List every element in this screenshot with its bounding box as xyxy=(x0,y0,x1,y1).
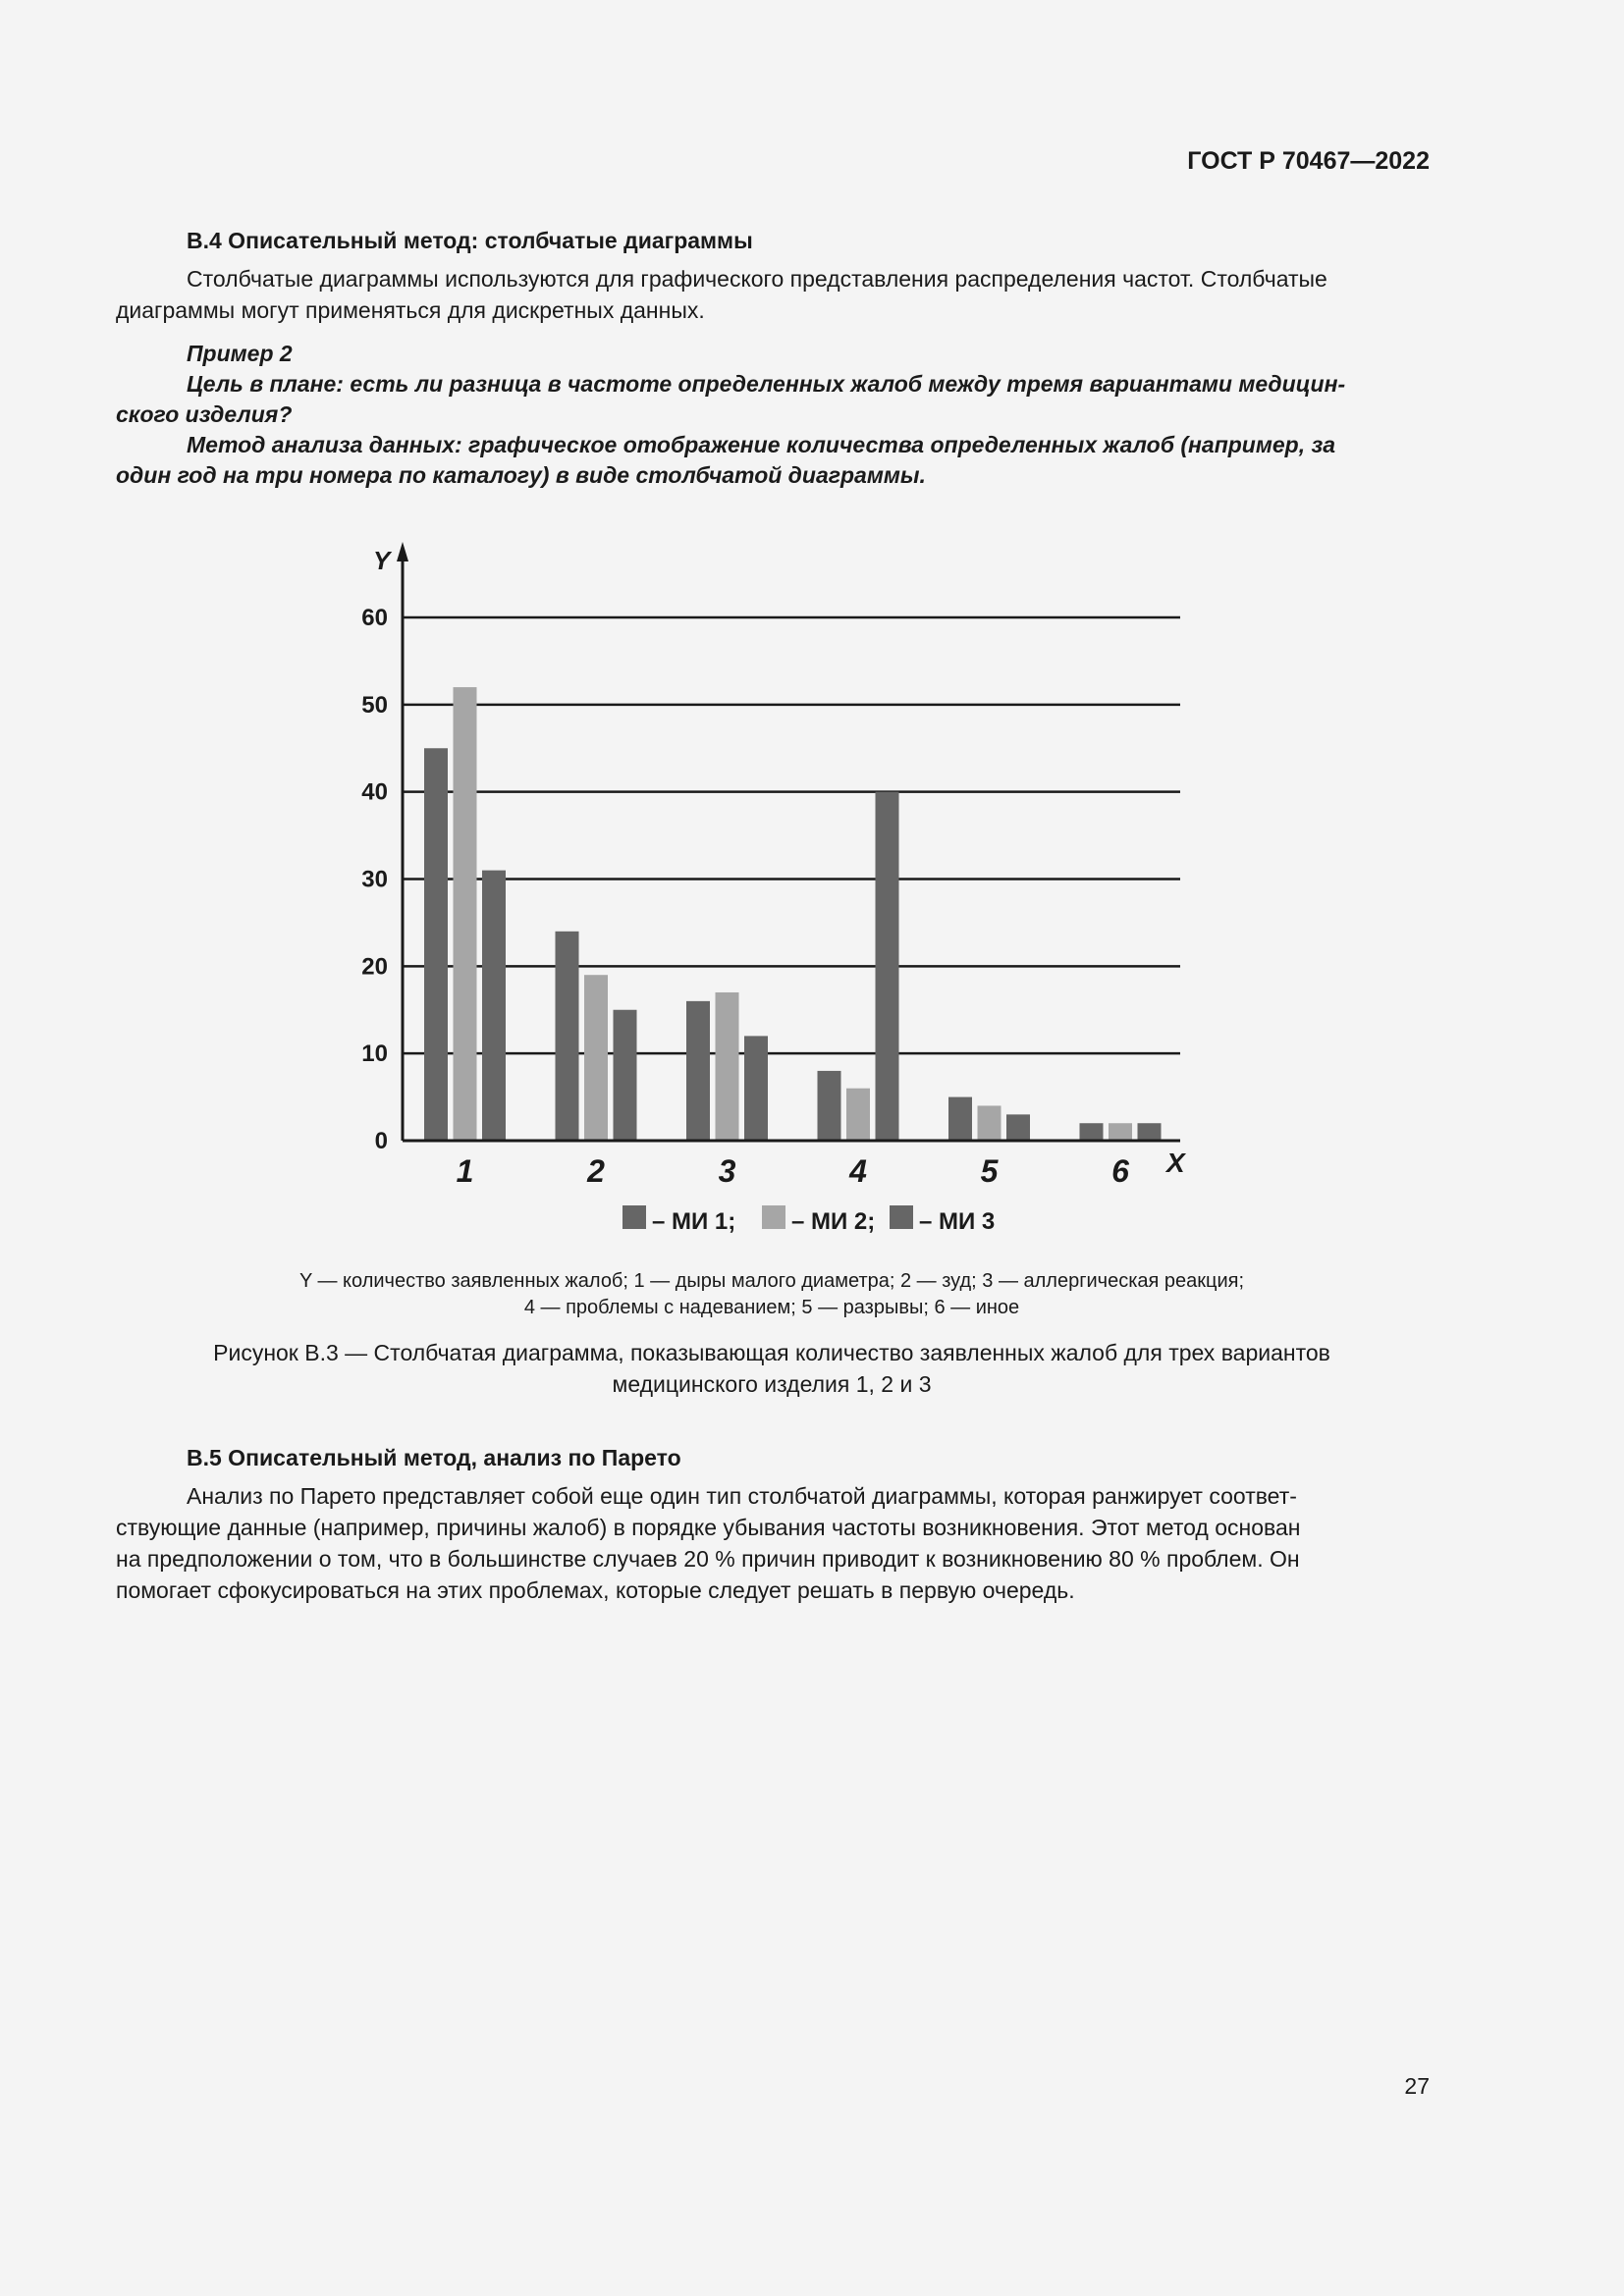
figure-legend-line: 4 — проблемы с надеванием; 5 — разрывы; 6 — иное xyxy=(523,1297,1020,1318)
example-method-line: один год на три номера по каталогу) в виде столбчатой диаграммы. xyxy=(116,462,926,488)
document-code: ГОСТ Р 70467—2022 xyxy=(1187,147,1430,175)
bar xyxy=(978,1105,1001,1141)
x-tick-label: 5 xyxy=(980,1153,999,1189)
figure-legend-note xyxy=(116,1268,1428,1321)
paragraph-line: Анализ по Парето представляет собой еще один тип столбчатой диаграммы, которая ранжирует соответ- xyxy=(187,1483,1297,1509)
section-heading-b5: В.5 Описательный метод, анализ по Парето xyxy=(187,1445,681,1470)
bar xyxy=(424,748,448,1141)
figure-caption-line: Рисунок В.3 — Столбчатая диаграмма, показывающая количество заявленных жалоб для трех вариантов xyxy=(213,1340,1330,1365)
example-goal-line: ского изделия? xyxy=(116,401,293,427)
bar xyxy=(744,1036,768,1141)
bar xyxy=(614,1010,637,1141)
legend-label: – МИ 3 xyxy=(919,1208,996,1235)
bar xyxy=(818,1071,841,1141)
page-number: 27 xyxy=(1404,2073,1430,2099)
bar xyxy=(716,992,739,1141)
example-goal-line: Цель в плане: есть ли разница в частоте определенных жалоб между тремя вариантами медицин- xyxy=(187,371,1346,397)
y-tick-label: 60 xyxy=(361,605,388,631)
bar xyxy=(584,975,608,1141)
legend-swatch xyxy=(890,1205,913,1229)
y-tick-label: 30 xyxy=(361,866,388,893)
example-title: Пример 2 xyxy=(187,341,293,366)
y-axis-label: Y xyxy=(373,546,391,575)
bar xyxy=(1138,1123,1162,1141)
x-tick-label: 6 xyxy=(1111,1153,1129,1189)
bar xyxy=(876,792,899,1141)
bar xyxy=(1080,1123,1104,1141)
bar xyxy=(686,1001,710,1141)
y-axis-arrow xyxy=(397,542,408,561)
x-tick-label: 4 xyxy=(849,1153,867,1189)
x-tick-label: 3 xyxy=(718,1153,736,1189)
legend-label: – МИ 1; xyxy=(652,1208,736,1235)
paragraph-line: диаграммы могут применяться для дискретных данных. xyxy=(116,297,705,323)
y-tick-label: 20 xyxy=(361,953,388,981)
x-tick-label: 2 xyxy=(587,1153,605,1189)
bar xyxy=(948,1097,972,1141)
figure-caption-line: медицинского изделия 1, 2 и 3 xyxy=(612,1371,932,1397)
bar xyxy=(1109,1123,1132,1141)
legend-label: – МИ 2; xyxy=(791,1208,876,1235)
example-method-line: Метод анализа данных: графическое отображение количества определенных жалоб (например, за xyxy=(187,432,1336,457)
paragraph-line: ствующие данные (например, причины жалоб) в порядке убывания частоты возникновения. Этот метод основан xyxy=(116,1515,1301,1540)
y-tick-label: 0 xyxy=(374,1128,388,1154)
bar xyxy=(556,932,579,1141)
x-tick-label: 1 xyxy=(456,1153,474,1189)
paragraph-line: на предположении о том, что в большинстве случаев 20 % причин приводит к возникновению 80 % проблем. Он xyxy=(116,1546,1300,1572)
paragraph-line: Столбчатые диаграммы используются для графического представления распределения частот. Столбчатые xyxy=(187,266,1327,292)
section-heading-b4: В.4 Описательный метод: столбчатые диаграммы xyxy=(187,228,753,253)
figure-legend-line: Y — количество заявленных жалоб; 1 — дыры малого диаметра; 2 — зуд; 3 — аллергическая реакция; xyxy=(298,1270,1245,1292)
bar xyxy=(454,687,477,1141)
y-tick-label: 50 xyxy=(361,691,388,719)
legend-swatch xyxy=(623,1205,646,1229)
section-b5-paragraph xyxy=(116,1480,1430,1606)
y-tick-label: 10 xyxy=(361,1041,388,1068)
bar xyxy=(846,1089,870,1141)
bar xyxy=(1006,1114,1030,1141)
figure-caption xyxy=(116,1337,1428,1400)
y-tick-label: 40 xyxy=(361,778,388,806)
bar xyxy=(482,871,506,1141)
x-axis-label: X xyxy=(1166,1148,1185,1178)
paragraph-line: помогает сфокусироваться на этих проблемах, которые следует решать в первую очередь. xyxy=(116,1577,1075,1603)
legend-swatch xyxy=(762,1205,785,1229)
